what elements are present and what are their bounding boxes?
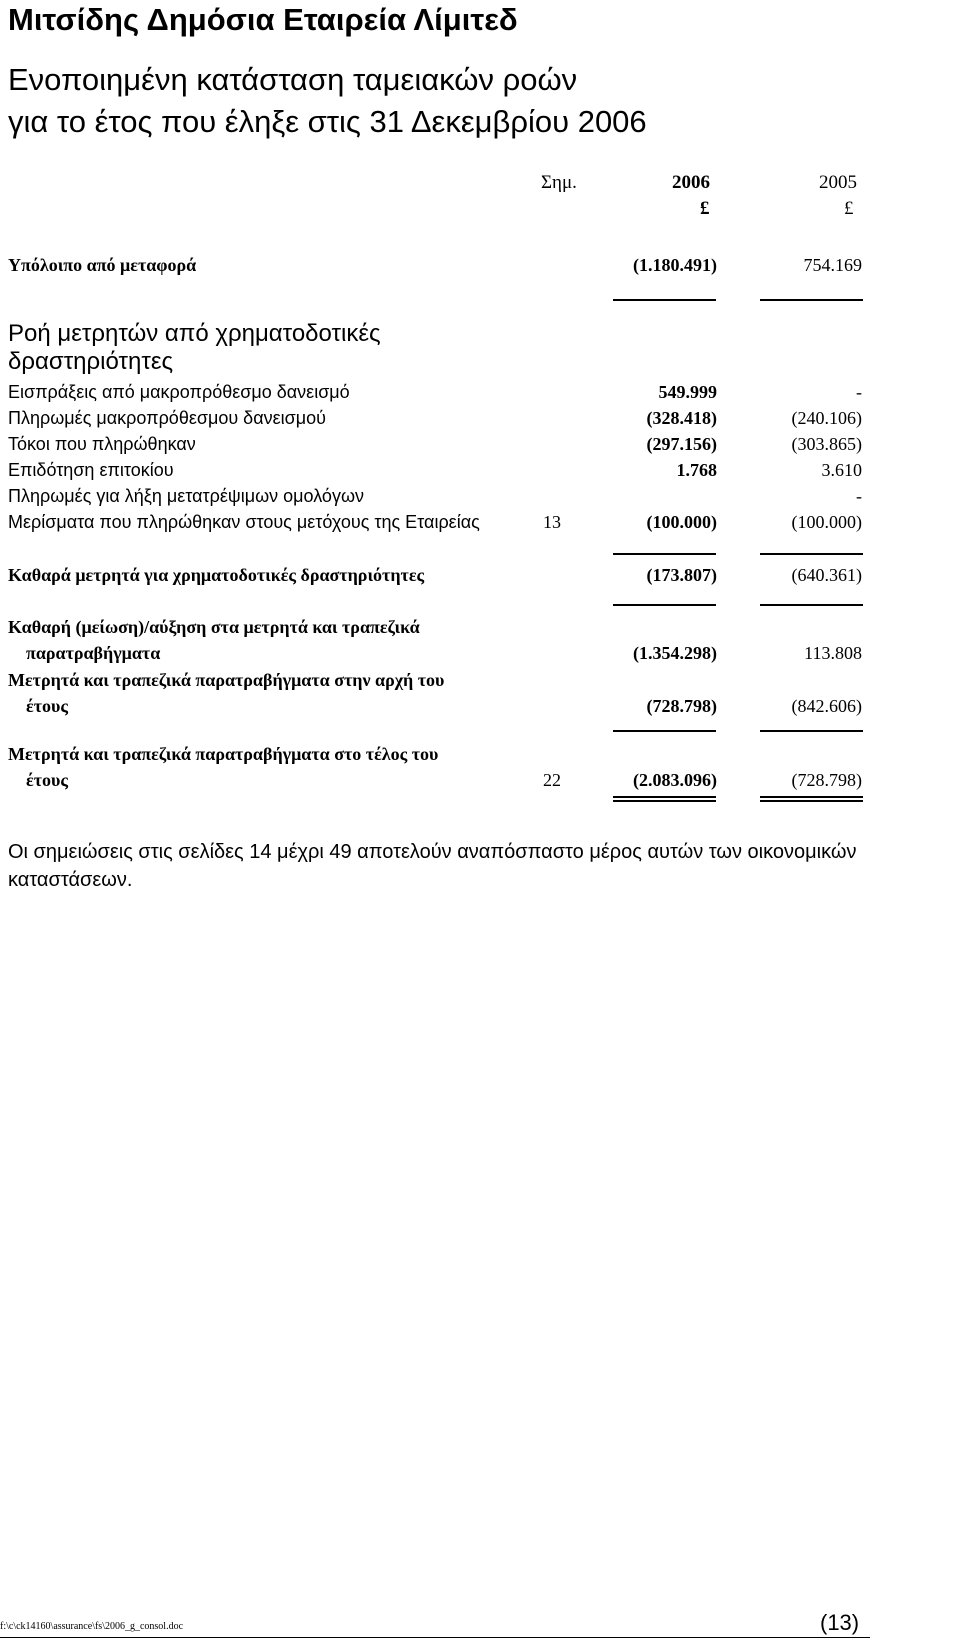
rule-2006-financing [613, 553, 716, 555]
row-label: Μερίσματα που πληρώθηκαν στους μετόχους της Εταιρείας [8, 512, 480, 532]
net-change-label-line-1: Καθαρή (μείωση)/αύξηση στα μετρητά και τραπεζικά [8, 617, 420, 637]
carried-forward-2005: 754.169 [803, 255, 862, 275]
column-header-2005: 2005 [819, 172, 857, 193]
rule-2005-opening [760, 730, 863, 732]
closing-label-line-2: έτους [26, 770, 68, 790]
footer-rule [0, 1637, 870, 1638]
row-value-2006: (100.000) [646, 512, 717, 532]
carried-forward-2006: (1.180.491) [633, 255, 717, 275]
rule-2005-net [760, 604, 863, 606]
net-financing-2006: (173.807) [646, 565, 717, 585]
net-change-label-line-2: παρατραβήγματα [26, 643, 161, 663]
column-currency-2005: £ [844, 198, 854, 219]
opening-label-line-1: Μετρητά και τραπεζικά παρατραβήγματα στην αρχή του [8, 670, 445, 690]
row-value-2006: 549.999 [658, 382, 717, 402]
closing-label-line-1: Μετρητά και τραπεζικά παρατραβήγματα στο τέλος του [8, 744, 439, 764]
row-label: Πληρωμές μακροπρόθεσμου δανεισμού [8, 408, 326, 428]
opening-2006: (728.798) [646, 696, 717, 716]
statement-title-line-1: Ενοποιημένη κατάσταση ταμειακών ροών [8, 62, 578, 97]
row-value-2005: - [856, 382, 862, 402]
column-header-note: Σημ. [541, 172, 577, 193]
row-value-2005: (240.106) [791, 408, 862, 428]
carried-forward-label: Υπόλοιπο από μεταφορά [8, 255, 197, 275]
double-rule-2005 [760, 796, 863, 802]
footnote: Οι σημειώσεις στις σελίδες 14 μέχρι 49 αποτελούν αναπόσπαστο μέρος αυτών των οικονομικών καταστάσεων. [8, 841, 857, 891]
row-note: 13 [543, 512, 561, 532]
company-name: Μιτσίδης Δημόσια Εταιρεία Λίμιτεδ [8, 2, 518, 37]
net-change-2005: 113.808 [804, 643, 862, 663]
net-financing-2005: (640.361) [791, 565, 862, 585]
opening-label-line-2: έτους [26, 696, 68, 716]
column-currency-2006: £ [700, 198, 710, 219]
closing-2005: (728.798) [791, 770, 862, 790]
rule-2006-carried [613, 299, 716, 301]
financing-section-heading: Ροή μετρητών από χρηματοδοτικές δραστηριότητες [8, 320, 381, 375]
opening-2005: (842.606) [791, 696, 862, 716]
row-value-2005: 3.610 [821, 460, 862, 480]
statement-title-line-2: για το έτος που έληξε στις 31 Δεκεμβρίου 2006 [8, 104, 647, 139]
row-value-2006: 1.768 [676, 460, 717, 480]
column-header-2006: 2006 [672, 172, 710, 193]
net-financing-label: Καθαρά μετρητά για χρηματοδοτικές δραστηριότητες [8, 565, 425, 585]
closing-note: 22 [543, 770, 561, 790]
closing-2006: (2.083.096) [633, 770, 717, 790]
net-change-2006: (1.354.298) [633, 643, 717, 663]
row-value-2006: (297.156) [646, 434, 717, 454]
row-value-2005: (100.000) [791, 512, 862, 532]
row-label: Τόκοι που πληρώθηκαν [8, 434, 196, 454]
row-value-2005: (303.865) [791, 434, 862, 454]
row-label: Επιδότηση επιτοκίου [8, 460, 174, 480]
rule-2006-net [613, 604, 716, 606]
row-value-2005: - [856, 486, 862, 506]
page-number: (13) [820, 1610, 860, 1635]
rule-2005-carried [760, 299, 863, 301]
rule-2005-financing [760, 553, 863, 555]
row-label: Εισπράξεις από μακροπρόθεσμο δανεισμό [8, 382, 350, 402]
double-rule-2006 [613, 796, 716, 802]
rule-2006-opening [613, 730, 716, 732]
row-label: Πληρωμές για λήξη μετατρέψιμων ομολόγων [8, 486, 364, 506]
row-value-2006: (328.418) [646, 408, 717, 428]
document-path: f:\c\ck14160\assurance\fs\2006_g_consol.doc [0, 1621, 184, 1632]
